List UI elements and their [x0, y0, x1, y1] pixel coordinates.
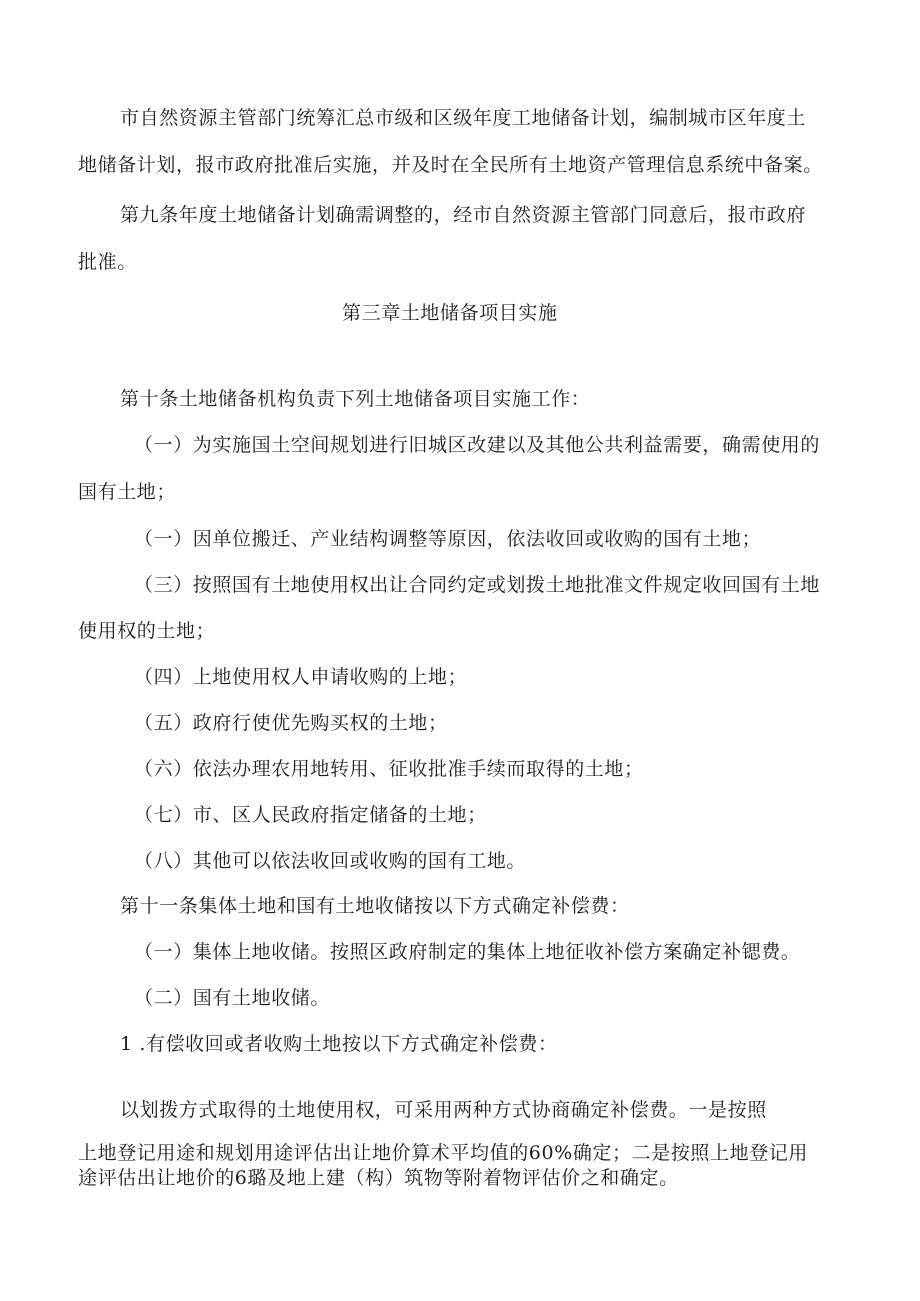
list-item: （八）其他可以依法收回或收购的国有工地。: [134, 850, 527, 872]
list-item: （一）因单位搬迁、产业结构调整等原因，依法收回或收购的国有土地；: [134, 528, 762, 550]
list-item: （六）依法办理农用地转用、征收批准手续而取得的土地；: [134, 758, 644, 780]
list-item: （七）市、区人民政府指定储备的土地；: [134, 804, 487, 826]
list-item: （二）国有土地收储。: [134, 987, 331, 1009]
list-item: （一）集体上地收储。按照区政府制定的集体上地征收补偿方案确定补锶费。: [134, 941, 801, 963]
list-item: （一）为实施国土空间规划进行旧城区改建以及其他公共利益需要，确需使用的: [134, 434, 821, 456]
paragraph-line: 市自然资源主管部门统筹汇总市级和区级年度工地储备计划，编制城市区年度土: [120, 107, 807, 129]
paragraph-line: 地储备计划，报市政府批准后实施，并及时在全民所有土地资产管理信息系统中备案。: [78, 154, 823, 176]
paragraph-line: 途评估出让地价的6璐及地上建（构）筑物等附着物评估价之和确定。: [78, 1167, 679, 1189]
paragraph-line: 上地登记用途和规划用途评估出让地价算术平均值的60%确定；二是按照上地登记用: [78, 1142, 809, 1164]
list-item: （五）政府行使优先购买权的土地；: [134, 712, 448, 734]
list-item: （三）按照国有土地使用权出让合同约定或划拨土地批准文件规定收回国有土地: [134, 574, 821, 596]
list-item: 使用权的土地；: [78, 620, 216, 642]
list-item: 国有土地；: [78, 481, 177, 503]
list-item: （四）上地使用权人申请收购的上地；: [134, 666, 468, 688]
subsection-line: 1 .有偿收回或者收购土地按以下方式确定补偿费：: [120, 1033, 558, 1055]
article-9-line: 第九条年度土地储备计划确需调整的，经市自然资源主管部门同意后，报市政府: [120, 204, 807, 226]
chapter-heading: 第三章土地储备项目实施: [342, 302, 558, 324]
article-11-line: 第十一条集体土地和国有土地收储按以下方式确定补偿费：: [120, 895, 630, 917]
article-9-line: 批准。: [78, 251, 137, 273]
article-10-line: 第十条土地储备机构负责下列土地储备项目实施工作：: [120, 388, 591, 410]
paragraph-line: 以划拨方式取得的土地使用权，可采用两种方式协商确定补偿费。一是按照: [120, 1099, 767, 1121]
